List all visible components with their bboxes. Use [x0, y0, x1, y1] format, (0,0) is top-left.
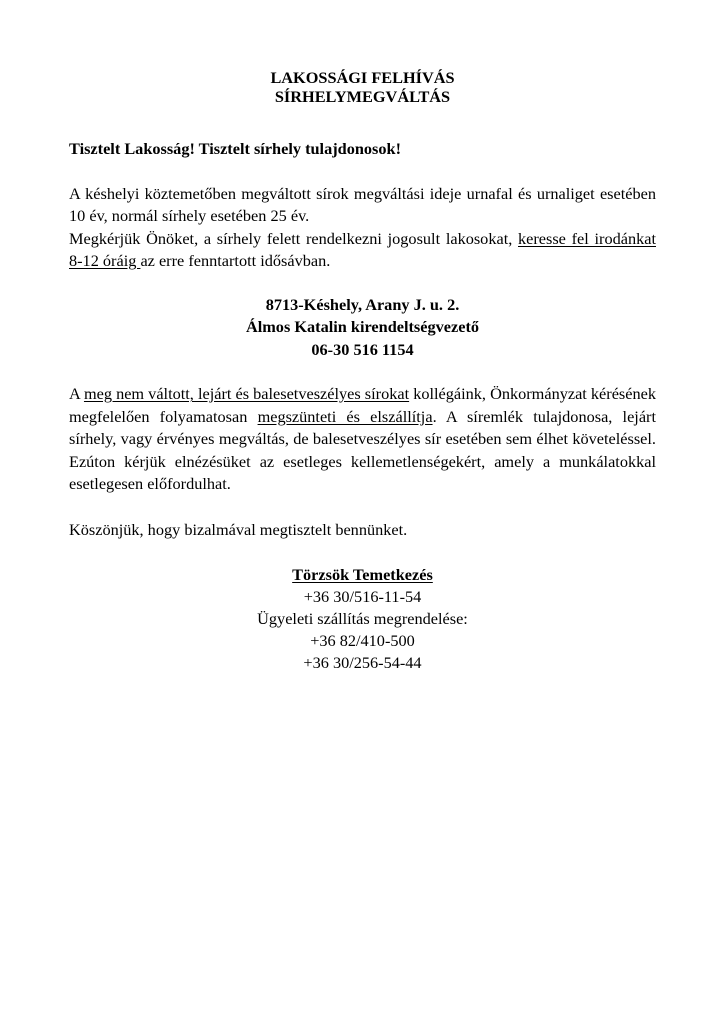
- contact-person: Álmos Katalin kirendeltségvezető: [245, 317, 480, 336]
- request-end: az erre fenntartott idősávban.: [140, 251, 331, 270]
- thanks-line: Köszönjük, hogy bizalmával megtisztelt bennünket.: [69, 519, 408, 539]
- service-label: Ügyeleti szállítás megrendelése:: [257, 609, 468, 628]
- paragraph-request: [69, 228, 656, 273]
- validity-sentence: A késhelyi köztemetőben megváltott sírok megváltási ideje urnafal és urnaliget esetében 10 év, normál sírhely esetében 25 év.: [69, 183, 656, 225]
- title-line-2: SÍRHELYMEGVÁLTÁS: [274, 87, 451, 106]
- request-start: Megkérjük Önöket, a sírhely felett rendelkezni jogosult lakosokat,: [69, 228, 518, 248]
- document-page: [69, 68, 656, 674]
- removal-end: . A síremlék tulajdonosa, lejárt sírhely, vagy érvényes megváltás, de balesetveszélyes sír esetében sem élhet követeléssel. Ezúton kérjük elnézésüket az esetleges kellemetlenségekért, amely a munkálatokkal esetlegesen előfordulhat.: [69, 406, 656, 493]
- removal-underlined-graves: meg nem váltott, lejárt és balesetveszélyes sírokat: [83, 384, 410, 403]
- request-office-hours: keresse fel irodánkat 8-12 óráig: [69, 228, 656, 270]
- document-title: [69, 68, 656, 106]
- removal-underlined-action: megszünteti és elszállítja: [257, 406, 433, 426]
- removal-middle: kollégáink, Önkormányzat kérésének megfelelően folyamatosan: [69, 384, 656, 426]
- contact-block: [69, 294, 656, 362]
- company-name: Törzsök Temetkezés: [292, 565, 433, 584]
- title-line-1: LAKOSSÁGI FELHÍVÁS: [270, 68, 455, 87]
- company-phone-2: +36 82/410-500: [310, 631, 415, 650]
- company-phone-1: +36 30/516-11-54: [303, 587, 422, 606]
- company-block: [69, 564, 656, 674]
- removal-start: A: [69, 384, 84, 403]
- paragraph-validity-period: [69, 183, 656, 228]
- contact-address: 8713-Késhely, Arany J. u. 2.: [265, 294, 460, 314]
- company-phone-3: +36 30/256-54-44: [303, 653, 422, 672]
- paragraph-removal: [69, 383, 656, 496]
- greeting: Tisztelt Lakosság! Tisztelt sírhely tulajdonosok!: [69, 139, 401, 158]
- contact-phone: 06-30 516 1154: [311, 339, 414, 359]
